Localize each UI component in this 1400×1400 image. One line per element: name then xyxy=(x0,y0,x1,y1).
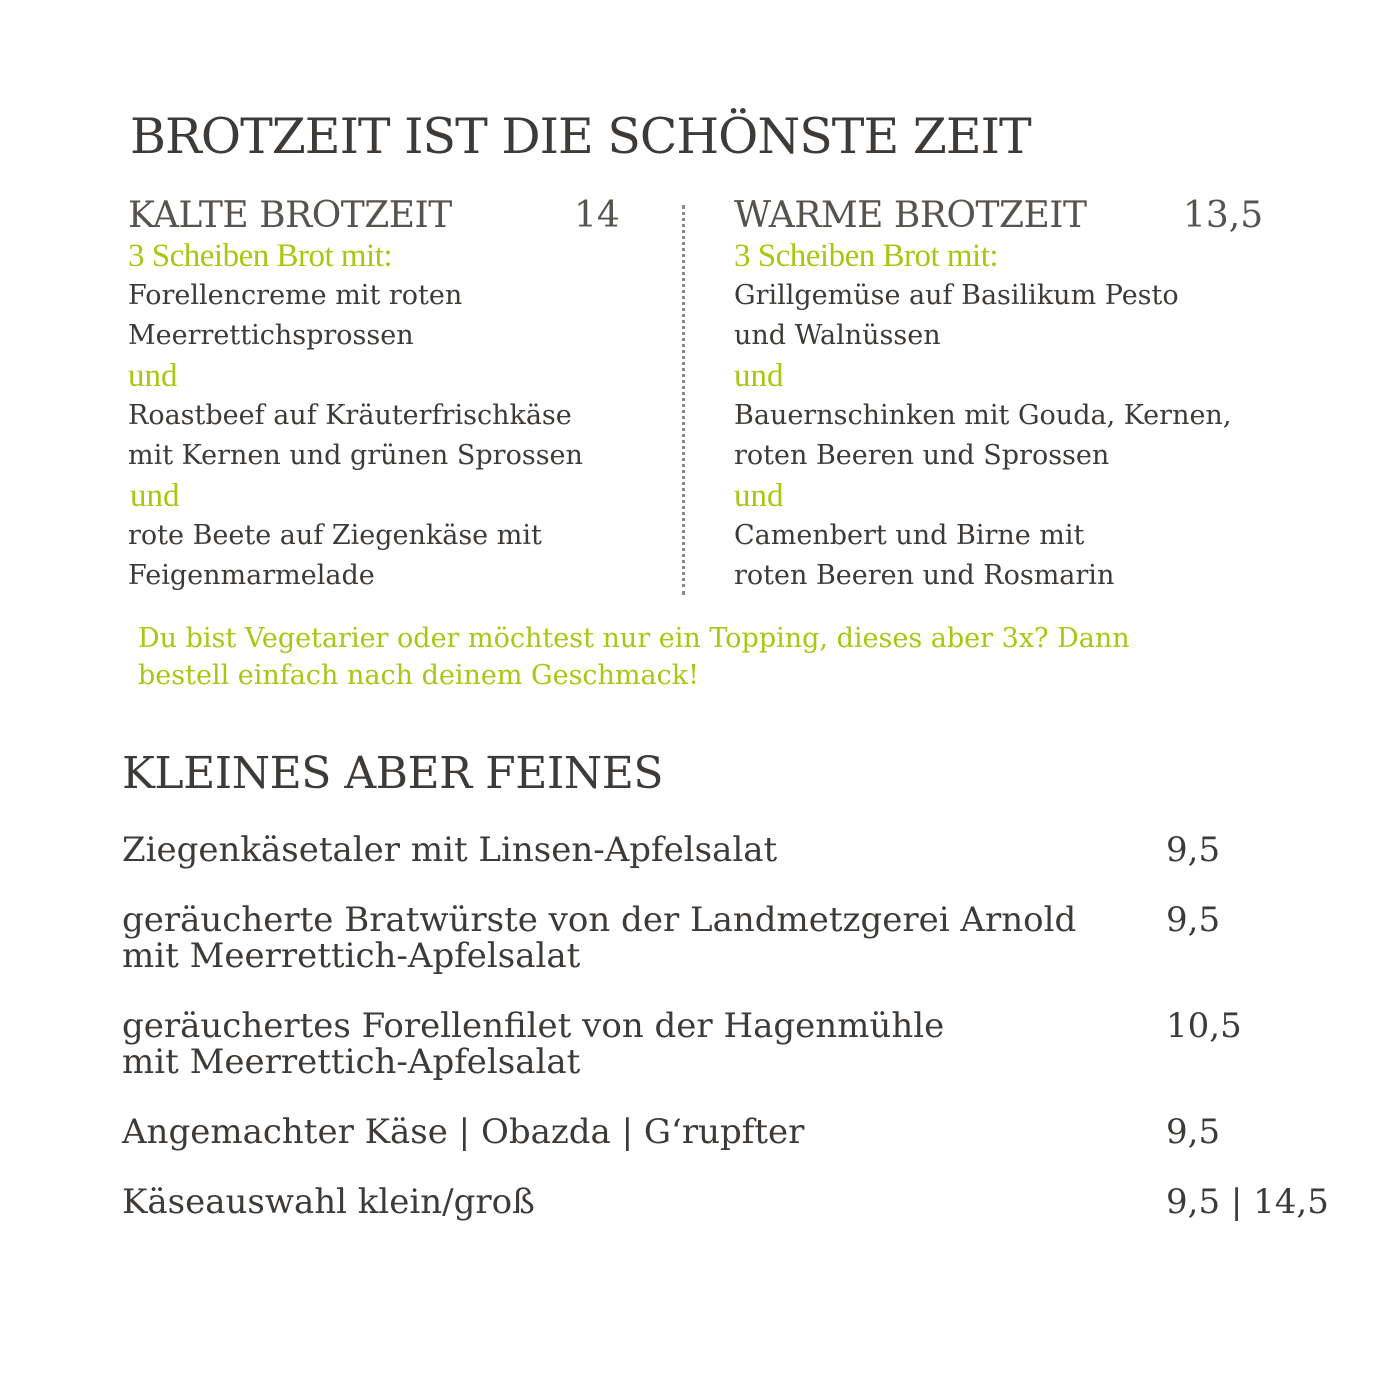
menu-item-name-line2: mit Meerrettich-Apfelsalat xyxy=(122,936,581,976)
section-title-kleines-aber-feines: KLEINES ABER FEINES xyxy=(122,748,663,799)
page-title: BROTZEIT IST DIE SCHÖNSTE ZEIT xyxy=(130,108,1031,165)
menu-item-price: 10,5 xyxy=(1166,1006,1242,1046)
vegetarian-note xyxy=(138,620,1258,694)
menu-item-name-line2: mit Meerrettich-Apfelsalat xyxy=(122,1042,581,1082)
kalte-brotzeit-heading: KALTE BROTZEIT xyxy=(128,195,452,236)
vegetarian-note-line2: bestell einfach nach deinem Geschmack! xyxy=(138,660,699,691)
warme-item1-line1: Grillgemüse auf Basilikum Pesto xyxy=(734,280,1179,311)
warme-item1-line2: und Walnüssen xyxy=(734,320,941,351)
kalte-item2-line1: Roastbeef auf Kräuterfrischkäse xyxy=(128,400,572,431)
menu-item-name: Käseauswahl klein/groß xyxy=(122,1182,535,1222)
menu-item-name: geräuchertes Forellenfilet von der Hagenmühle xyxy=(122,1006,945,1046)
menu-item-price: 9,5 xyxy=(1166,900,1221,940)
warme-und-2: und xyxy=(734,478,784,514)
column-divider xyxy=(682,205,685,595)
warme-brotzeit-price: 13,5 xyxy=(1183,195,1264,236)
kalte-item1-line1: Forellencreme mit roten xyxy=(128,280,463,311)
menu-item xyxy=(122,902,1302,974)
menu-item xyxy=(122,1182,1329,1222)
kalte-und-1: und xyxy=(128,358,178,394)
warme-item3-line1: Camenbert und Birne mit xyxy=(734,520,1085,551)
warme-brotzeit-description xyxy=(734,236,1294,596)
kalte-item3-line2: Feigenmarmelade xyxy=(128,560,375,591)
vegetarian-note-line1: Du bist Vegetarier oder möchtest nur ein Topping, dieses aber 3x? Dann xyxy=(138,623,1130,654)
warme-intro: 3 Scheiben Brot mit: xyxy=(734,238,999,274)
menu-item-price: 9,5 xyxy=(1166,830,1221,870)
kalte-item2-line2: mit Kernen und grünen Sprossen xyxy=(128,440,583,471)
menu-item xyxy=(122,1008,1302,1080)
warme-item3-line2: roten Beeren und Rosmarin xyxy=(734,560,1115,591)
kalte-brotzeit-description xyxy=(128,236,668,596)
menu-item xyxy=(122,1114,1302,1150)
kalte-und-2: und xyxy=(130,478,180,514)
menu-item-price: 9,5 xyxy=(1166,1112,1221,1152)
warme-brotzeit-heading: WARME BROTZEIT xyxy=(734,195,1087,236)
warme-item2-line2: roten Beeren und Sprossen xyxy=(734,440,1110,471)
kalte-item3-line1: rote Beete auf Ziegenkäse mit xyxy=(128,520,542,551)
kalte-item1-line2: Meerrettichsprossen xyxy=(128,320,414,351)
kalte-intro: 3 Scheiben Brot mit: xyxy=(128,238,393,274)
warme-und-1: und xyxy=(734,358,784,394)
menu-item-name: Ziegenkäsetaler mit Linsen-Apfelsalat xyxy=(122,830,778,870)
menu-item-price: 9,5 | 14,5 xyxy=(1166,1182,1329,1222)
kalte-brotzeit-price: 14 xyxy=(574,195,620,236)
warme-item2-line1: Bauernschinken mit Gouda, Kernen, xyxy=(734,400,1232,431)
menu-item-name: Angemachter Käse | Obazda | G‘rupfter xyxy=(122,1112,805,1152)
menu-item-name: geräucherte Bratwürste von der Landmetzgerei Arnold xyxy=(122,900,1077,940)
menu-item xyxy=(122,832,1302,868)
